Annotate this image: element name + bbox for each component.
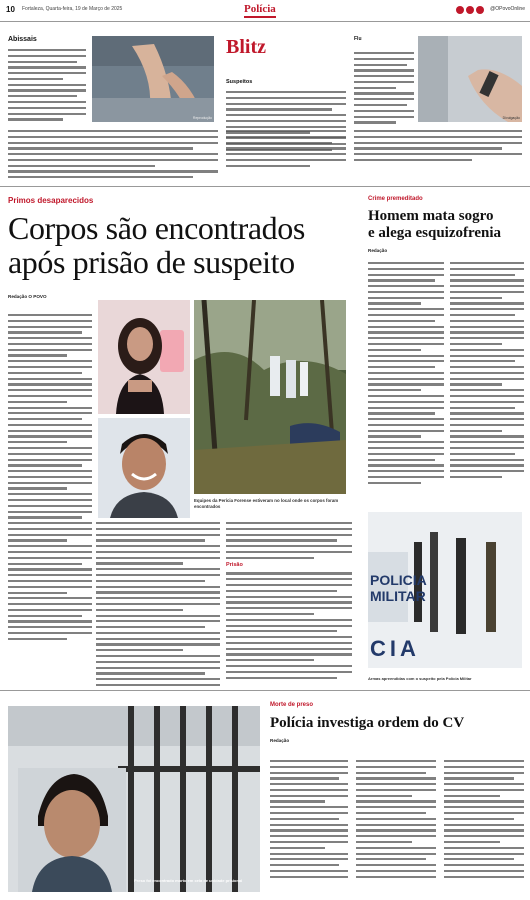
blitz-right-text bbox=[354, 52, 414, 124]
main-column-1 bbox=[8, 294, 92, 644]
page-header bbox=[0, 0, 530, 22]
side-headline-line1: Homem mata sogro bbox=[368, 208, 494, 224]
prison-cell-photo bbox=[8, 706, 260, 892]
side-column-2 bbox=[450, 262, 524, 482]
section-divider bbox=[0, 186, 530, 187]
bottom-photo-caption: Preso foi encontrado morto em cela de unidade prisional bbox=[134, 878, 243, 883]
main-kicker: Primos desaparecidos bbox=[8, 196, 94, 205]
blitz-right-bottom-text bbox=[354, 130, 522, 165]
side-kicker: Crime premeditado bbox=[368, 196, 423, 202]
publication-handle: @OPovoOnline bbox=[490, 6, 525, 12]
side-byline: Redação bbox=[368, 248, 388, 253]
facebook-icon bbox=[456, 6, 464, 14]
bottom-column-1 bbox=[270, 760, 348, 881]
man-portrait-photo bbox=[98, 418, 190, 518]
blitz-left-photo-credit: Reprodução bbox=[192, 116, 212, 120]
weapons-photo-text-line1: POLICIA bbox=[370, 572, 427, 588]
blitz-left-photo bbox=[92, 36, 214, 122]
main-headline bbox=[8, 211, 360, 279]
feet-photo bbox=[92, 36, 214, 122]
main-column-3 bbox=[226, 522, 352, 682]
bottom-byline: Redação bbox=[270, 738, 290, 743]
bottom-kicker: Morte de preso bbox=[270, 702, 314, 708]
main-byline: Redação O POVO bbox=[8, 294, 47, 299]
page-number: 10 bbox=[6, 5, 15, 14]
weapons-photo bbox=[368, 512, 522, 668]
instagram-icon bbox=[466, 6, 474, 14]
crime-scene-photo bbox=[194, 300, 346, 494]
bottom-column-3 bbox=[444, 760, 524, 881]
main-story bbox=[8, 196, 360, 279]
side-headline-line2: e alega esquizofrenia bbox=[368, 225, 502, 241]
main-headline-line2: após prisão de suspeito bbox=[8, 244, 295, 280]
blitz-middle-bottom-text bbox=[226, 130, 346, 170]
main-column-1-text bbox=[8, 314, 92, 640]
weapons-photo-text-line2: MILITAR bbox=[370, 588, 426, 604]
side-column-1 bbox=[368, 262, 444, 487]
blitz-right-photo bbox=[418, 36, 522, 122]
blitz-left-text bbox=[8, 49, 86, 121]
victim-photo-woman bbox=[98, 300, 190, 414]
bottom-column-2 bbox=[356, 760, 436, 881]
twitter-icon bbox=[476, 6, 484, 14]
side-photo-caption: Armas apreendidas com o suspeito pela Polícia Militar bbox=[368, 676, 472, 681]
forest-scene-photo bbox=[194, 300, 346, 494]
blitz-left-heading: Abissais bbox=[8, 36, 37, 43]
bottom-headline: Polícia investiga ordem do CV bbox=[270, 715, 465, 731]
blitz-left-bottom-text bbox=[8, 130, 218, 182]
hand-phone-photo bbox=[418, 36, 522, 122]
main-photo-caption: Equipes da Perícia Forense estiveram no local onde os corpos foram encontrados bbox=[194, 498, 339, 509]
blitz-title: Blitz bbox=[226, 36, 266, 58]
blitz-right-column bbox=[354, 36, 414, 127]
social-icons bbox=[456, 6, 484, 14]
blitz-right-heading: Flu bbox=[354, 36, 362, 42]
victim-photo-man bbox=[98, 418, 190, 518]
section-divider-2 bbox=[0, 690, 530, 691]
main-headline-line1: Corpos são encontrados bbox=[8, 210, 305, 246]
blitz-right-photo-credit: Divulgação bbox=[502, 116, 520, 120]
bottom-story bbox=[270, 702, 524, 744]
weapons-photo-text-line3: CIA bbox=[370, 636, 420, 661]
side-headline bbox=[368, 208, 524, 242]
blitz-left-column bbox=[8, 36, 86, 124]
woman-selfie-photo bbox=[98, 300, 190, 414]
main-column-2 bbox=[96, 522, 220, 690]
page-date: Fortaleza, Quarta-feira, 19 de Março de 2025 bbox=[22, 6, 123, 12]
side-story bbox=[368, 196, 524, 254]
blitz-section bbox=[0, 30, 530, 192]
main-subhead: Prisão bbox=[226, 562, 243, 569]
prison-photo bbox=[8, 706, 260, 892]
section-title: Polícia bbox=[244, 3, 276, 18]
weapons-photo-text bbox=[370, 572, 427, 604]
blitz-subheading: Suspeitos bbox=[226, 79, 253, 85]
